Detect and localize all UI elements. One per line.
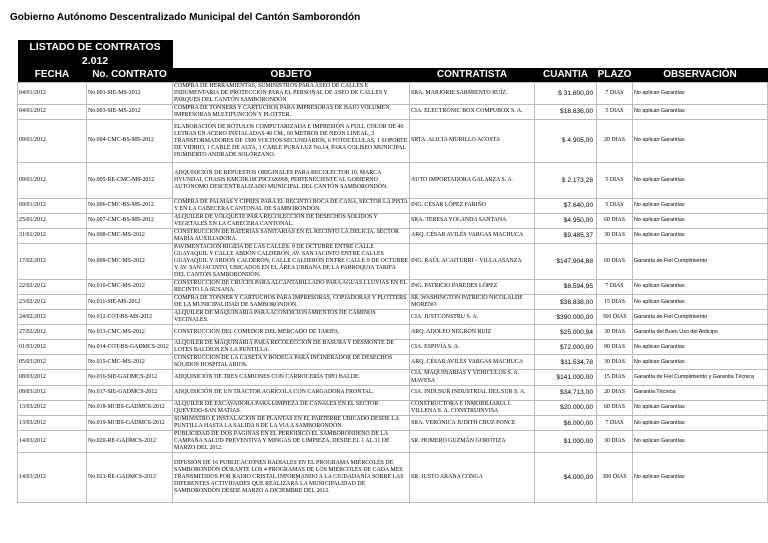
cell-plazo: 30 DIAS — [597, 325, 633, 340]
cell-fecha: 14/03/2012 — [18, 431, 87, 453]
cell-plazo: 60 DIAS — [597, 244, 633, 280]
cell-contratista: SRA. VERÓNICA JUDITH CRUZ PONCE — [410, 416, 535, 431]
cell-cuantia: $25.000,94 — [535, 325, 597, 340]
list-title: LISTADO DE CONTRATOS 2.012 — [18, 40, 173, 68]
cell-cuantia: $141.000,00 — [535, 370, 597, 385]
cell-plazo: 20 DIAS — [597, 120, 633, 163]
cell-objeto: SUMINISTRO E INSTALACIÓN DE PLANTAS EN EL PARTERRE UBICADO DESDE LA PUNTILLA HASTA LA SALIDA 8 DE LA VIA A SAMBORONDÓN. — [173, 416, 410, 431]
cell-plazo: 360 DIAS — [597, 310, 633, 325]
cell-observacion: No aplican Garantías — [633, 83, 768, 105]
cell-fecha: 24/02/2012 — [18, 310, 87, 325]
cell-cuantia: $390.000,00 — [535, 310, 597, 325]
cell-plazo: 30 DIAS — [597, 229, 633, 244]
cell-observacion: No aplican Garantías — [633, 431, 768, 453]
contracts-table — [17, 40, 768, 503]
cell-cuantia: $147.904,88 — [535, 244, 597, 280]
cell-objeto: CONSTRUCCIÓN DE LA CASETA Y BODEGA PARA INCINERADOR DE DESECHOS SÓLIDOS HOSPITALARIOS. — [173, 355, 410, 370]
cell-contratista: SRA. MARJORIE SARMIENTO RUÍZ. — [410, 83, 535, 105]
cell-contrato: No.001-SIE-MS-2012 — [87, 83, 173, 105]
cell-observacion: No aplican Garantías — [633, 355, 768, 370]
table-row — [18, 370, 768, 385]
cell-contratista: ARQ. CÉSAR AVILÉS VARGAS MACHUCA — [410, 229, 535, 244]
cell-fecha: 09/01/2012 — [18, 120, 87, 163]
cell-cuantia: $11.534,78 — [535, 355, 597, 370]
cell-plazo: 7 DIAS — [597, 280, 633, 295]
cell-objeto: CONSTRUCCIÓN DEL COMEDOR DEL MERCADO DE TARIFA. — [173, 325, 410, 340]
cell-objeto: COMPRA DE TONNER Y CARTUCHOS PARA IMPRESORAS, COPIADORAS Y PLOTTERS DE LA MUNICIPALIDAD DE SAMBORONDÓN. — [173, 295, 410, 310]
cell-objeto: CONSTRUCCIÓN DE CRUCES PARA ALCANTARILLADO PARA AGUAS LLUVIAS EN EL RECINTO LA SUSANA. — [173, 280, 410, 295]
cell-observacion: No aplican Garantías — [633, 453, 768, 503]
cell-plazo: 90 DIAS — [597, 340, 633, 355]
cell-cuantia: $18.636,00 — [535, 105, 597, 120]
cell-cuantia: $20.000,00 — [535, 400, 597, 415]
header-contrato: No. CONTRATO — [87, 68, 173, 83]
cell-objeto: ALQUILER DE MAQUINARIA PARA ACONDICIONAMIENTOS DE CAMINOS VECINALES. — [173, 310, 410, 325]
cell-observacion: No aplican Garantías — [633, 105, 768, 120]
cell-observacion: No aplican Garantías — [633, 199, 768, 214]
cell-contrato: No.012-COT-BS-MS-2012 — [87, 310, 173, 325]
cell-contrato: No.017-SIE-GADMCS-2012 — [87, 385, 173, 400]
cell-plazo: 60 DIAS — [597, 214, 633, 229]
cell-cuantia: $ 4.905,00 — [535, 120, 597, 163]
list-title-row — [18, 40, 768, 68]
cell-cuantia: $1.000,00 — [535, 431, 597, 453]
header-fecha: FECHA — [18, 68, 87, 83]
table-row — [18, 83, 768, 105]
cell-objeto: ALQUILER DE EXCAVADORA PARA LIMPIEZA DE CANALES EN EL SECTOR QUEVEDO-SAN MATÍAS. — [173, 400, 410, 415]
cell-plazo: 20 DIAS — [597, 385, 633, 400]
page-title: Gobierno Autónomo Descentralizado Municipal del Cantón Samborondón — [10, 12, 361, 23]
cell-objeto: ADQUISICIÓN DE REPUESTOS ORIGINALES PARA RECOLECTOR 10, MARCA HYUNDAI, CHASIS KMCDK18CP9CO26968, PERTENECIENTE AL GOBIERNO AUTÓNOMO DESCENTRALIZADO MUNICIPAL DEL CANTÓN SAMBORONDÓN. — [173, 163, 410, 199]
cell-contrato: No.010-CMC-MS-2012 — [87, 280, 173, 295]
cell-plazo: 5 DIAS — [597, 199, 633, 214]
cell-objeto: CONSTRUCCIÓN DE BATERÍAS SANITARIAS EN EL RECINTO LA DELICIA, SECTOR MARÍA AUXILIADORA. — [173, 229, 410, 244]
cell-fecha: 14/03/2012 — [18, 453, 87, 503]
cell-contrato: No.011-SIE-MS-2012 — [87, 295, 173, 310]
table-row — [18, 385, 768, 400]
cell-contratista: CONSTRUCTORA E INMOBILIARIA J. VILLENA S. A. CONSTRUINVISA — [410, 400, 535, 415]
cell-contratista: ING. CÉSAR LÓPEZ FARIÑO — [410, 199, 535, 214]
table-row — [18, 105, 768, 120]
cell-objeto: COMPRA DE PALMAS Y CIPRES PARA EL RECINTO BOCA DE CAÑA, SECTOR LA PISTA Y EN LA CABECERA CANTONAL DE SAMBORONDÓN. — [174, 199, 408, 212]
table-row — [18, 310, 768, 325]
cell-plazo: 7 DIAS — [597, 83, 633, 105]
table-row — [18, 431, 768, 453]
table-row — [18, 244, 768, 280]
table-row — [18, 120, 768, 163]
cell-contratista: AUTO IMPORTADORA GALARZA S. A. — [410, 163, 535, 199]
table-row — [18, 400, 768, 415]
cell-fecha: 08/03/2012 — [18, 385, 87, 400]
cell-contrato: No.007-CMC-BS-MS-2012 — [87, 214, 173, 229]
header-plazo: PLAZO — [597, 68, 633, 83]
cell-cuantia: $ 31.600,00 — [535, 83, 597, 105]
cell-contrato: No.021-RE-GADMCS-2012 — [87, 453, 173, 503]
cell-plazo: 5 DIAS — [597, 105, 633, 120]
cell-plazo: 15 DIAS — [597, 370, 633, 385]
cell-contratista: CIA. MAQUINARIAS Y VEHÍCULOS S. A. MAVESA — [410, 370, 535, 385]
cell-contratista: SRA. TERESA YOLANDA SANTANA — [410, 214, 535, 229]
cell-contrato: No.013-CMC-MS-2012 — [87, 325, 173, 340]
cell-objeto: ALQUILER DE VOLQUETE PARA RECOLECCIÓN DE DESECHOS SÓLIDOS Y VEGETALES EN LA CABECERA CANTONAL. — [173, 214, 410, 229]
table-row — [18, 199, 768, 214]
cell-objeto: COMPRA DE TONNERS Y CARTUCHOS PARA IMPRESORAS DE BAJO VOLUMEN, IMPRESORAS MULTIFUNCIÓN Y PLOTTER. — [173, 105, 410, 120]
cell-contrato: No.005-RE-CMC-MS-2012 — [87, 163, 173, 199]
table-row — [18, 163, 768, 199]
cell-contrato: No.019-MCBS-GADMCS-2012 — [87, 416, 173, 431]
cell-plazo: 60 DIAS — [597, 400, 633, 415]
cell-contratista: CIA. JUSTCONSTRU S. A. — [410, 310, 535, 325]
cell-contratista: SR. WASHINGTON PATRICIO NICOLALDE MORENO — [410, 295, 535, 310]
cell-contratista: ARQ. ADOLFO NEGRÓN RUIZ — [410, 325, 535, 340]
cell-contratista: CIA. INDUSUR INDUSTRIAL DEL SUR S. A. — [410, 385, 535, 400]
cell-objeto: PUBLICIDAD DE DOS PÁGINAS EN EL PERIÓDICO EL SAMBORONDEÑO DE LA CAMPAÑA SALUD PREVENTIVA Y MINGAS DE LIMPIEZA, DESDE EL 1 AL 31 DE MARZO DEL 2012. — [173, 431, 410, 453]
cell-plazo: 7 DIAS — [597, 416, 633, 431]
cell-contrato: No.016-SIE-GADMCS-2012 — [87, 370, 173, 385]
cell-plazo: 30 DIAS — [597, 431, 633, 453]
cell-plazo: 300 DIAS — [597, 453, 633, 503]
table-row — [18, 229, 768, 244]
cell-contrato: No.018-MCBS-GADMCS-2012 — [87, 400, 173, 415]
cell-objeto: PAVIMENTACIÓN RÍGIDA DE LAS CALLES: 9 DE OCTUBRE ENTRE CALLE GUAYAQUIL Y CALLE ABDÓN CALDERÓN, AV. SAN JACINTO ENTRE CALLES GUAYAQUIL Y ABDÓN CALDERÓN, CALLE CALDERÓN ENTRE CALLE 9 DE OCTUBRE Y AV. SAN JACINTO, UBICADOS EN EL ÁREA URBANA DE LA PARROQUIA TARIFA DEL CANTÓN SAMBORONDÓN. — [174, 244, 408, 278]
cell-objeto: DIFUSIÓN DE 16 PUBLICACIONES RADIALES EN EL PROGRAMA MIÉRCOLES DE SAMBORONDÓN DURANTE LOS 4 PROGRAMAS DE LOS MIÉRCOLES DE CADA MES TRANSMITIDOS POR RADIO CRISTAL INFORMANDO A LA CIUDADANÍA SOBRE LAS DIFERENTES ACTIVIDADES QUE REALIZARÁ LA MUNICIPALIDAD DE SAMBORONDÓN DESDE MARZO A DICIEMBRE DEL 2012. — [173, 453, 410, 503]
cell-plazo: 15 DIAS — [597, 295, 633, 310]
cell-cuantia: $7.640,00 — [535, 199, 597, 214]
cell-observacion: No aplican Garantías — [633, 400, 768, 415]
cell-fecha: 04/01/2012 — [18, 105, 87, 120]
cell-contratista: SR. JUSTO ARANA CONGA — [410, 453, 535, 503]
cell-contrato: No.015-CMC-MS-2012 — [87, 355, 173, 370]
cell-objeto: ADQUISICIÓN DE TRES CAMIONES CON CARROCERÍA TIPO BALDE. — [173, 370, 410, 385]
cell-objeto: ADQUISICIÓN DE UN TRACTOR AGRÍCOLA CON CARGADORA FRONTAL. — [173, 385, 410, 400]
cell-observacion: No aplican Garantías — [633, 295, 768, 310]
cell-observacion: Garantía Técnica — [633, 385, 768, 400]
cell-objeto: ELABORACIÓN DE RÓTULOS COMPUTARIZADA E IMPRESIÓN A FULL COLOR DE 40 LETRAS EN ACERO INSTALADAS 40 CM., 60 METROS DE NEÓN LINEAL, 3 TRANSFORMADORES DE 1500 VOLTIOS SECUNDARIOS, 6 FOTOCÉLULAS, 1 SOPORTE DE VIDRIO, 1 CABLE DE ALTA, 1 CABLE PURA LUZ No.14, PARA COLISEO MUNICIPAL HUMBERTO ANDRADE SOLÓRZANO. — [173, 120, 410, 163]
table-row — [18, 295, 768, 310]
table-row — [18, 340, 768, 355]
header-row — [18, 68, 768, 83]
cell-contrato: No.014-COT-BS-GADMCS-2012 — [87, 340, 173, 355]
cell-fecha: 13/03/2012 — [18, 400, 87, 415]
cell-observacion: No aplican Garantías — [633, 214, 768, 229]
cell-cuantia: $72.000,00 — [535, 340, 597, 355]
cell-fecha: 13/03/2012 — [18, 416, 87, 431]
cell-observacion: Garantía de Fiel Cumplimiento y Garantía Técnica — [633, 370, 768, 385]
cell-cuantia: $38.838,00 — [535, 295, 597, 310]
cell-observacion: No aplican Garantías — [633, 416, 768, 431]
table-row — [18, 355, 768, 370]
cell-contratista: SR. HOMERO GUZMÁN GOROTIZA — [410, 431, 535, 453]
cell-contratista: CIA. ESPIVÍA S. A. — [410, 340, 535, 355]
table-row — [18, 416, 768, 431]
header-cuantia: CUANTIA — [535, 68, 597, 83]
table-row — [18, 280, 768, 295]
cell-observacion: No aplican Garantías — [633, 229, 768, 244]
cell-observacion: No aplican Garantías — [633, 120, 768, 163]
cell-fecha: 31/01/2012 — [18, 229, 87, 244]
table-row — [18, 214, 768, 229]
header-observacion: OBSERVACIÓN — [633, 68, 768, 83]
cell-cuantia: $8.594,95 — [535, 280, 597, 295]
cell-fecha: 08/03/2012 — [18, 370, 87, 385]
cell-contrato: No.006-CMC-BS-MS-2012 — [87, 199, 173, 214]
cell-contrato: No.009-CMC-MS-2012 — [87, 244, 173, 280]
cell-fecha: 22/02/2012 — [18, 280, 87, 295]
cell-fecha: 27/02/2012 — [18, 325, 87, 340]
table-row — [18, 325, 768, 340]
cell-contratista: ING. RAÚL ACAITURRI – VILLA ASANZA — [410, 244, 535, 280]
cell-contratista: ARQ. CÉSAR AVILÉS VARGAS MACHUCA — [410, 355, 535, 370]
cell-contrato: No.004-CMC-BS-MS-2012 — [87, 120, 173, 163]
cell-fecha: 17/02/2012 — [18, 244, 87, 280]
cell-observacion: No aplican Garantías — [633, 163, 768, 199]
cell-objeto: ALQUILER DE MAQUINARIA PARA RECOLECCIÓN DE BASURA Y DESMONTE DE LOTES BALDÍOS EN LA PUNTILLA. — [173, 340, 410, 355]
cell-observacion: Garantía de Fiel Cumplimiento — [633, 244, 768, 280]
cell-plazo: 5 DIAS — [597, 163, 633, 199]
cell-observacion: No aplican Garantías — [633, 340, 768, 355]
cell-contratista: SRTA. ALICIA MURILLO ACOSTA — [410, 120, 535, 163]
cell-fecha: 04/01/2012 — [18, 83, 87, 105]
cell-contrato: No.020-RE-GADMCS-2012 — [87, 431, 173, 453]
cell-contratista: ING. PATRICIO PAREDES LÓPEZ — [410, 280, 535, 295]
cell-cuantia: $6.000,00 — [535, 416, 597, 431]
cell-fecha: 09/01/2012 — [18, 163, 87, 199]
cell-cuantia: $9.485,37 — [535, 229, 597, 244]
cell-contratista: CIA. ELECTRÓNIC BOX COMPUBOX S. A. — [410, 105, 535, 120]
cell-observacion: No aplican Garantías — [633, 280, 768, 295]
cell-fecha: 09/01/2012 — [18, 199, 87, 214]
cell-contrato: No.003-SIE-MS-2012 — [87, 105, 173, 120]
cell-objeto: COMPRA DE HERRAMIENTAS, SUMINISTROS PARA ASEO DE CALLES E INDUMENTARIA DE PROTECCIÓN PARA EL PERSONAL DE ASEO DE CALLES Y PARQUES DEL CANTÓN SAMBORONDÓN — [173, 83, 410, 105]
header-objeto: OBJETO — [173, 68, 410, 83]
header-contratista: CONTRATISTA — [410, 68, 535, 83]
table-row — [18, 453, 768, 503]
cell-observacion: Garantía del Buen Uso del Anticipo — [633, 325, 768, 340]
cell-fecha: 23/02/2012 — [18, 295, 87, 310]
cell-cuantia: $4.950,00 — [535, 214, 597, 229]
cell-cuantia: $4.000,00 — [535, 453, 597, 503]
cell-fecha: 01/03/2012 — [18, 340, 87, 355]
cell-cuantia: $34.713,00 — [535, 385, 597, 400]
cell-fecha: 05/03/2012 — [18, 355, 87, 370]
cell-cuantia: $ 2.173,28 — [535, 163, 597, 199]
cell-fecha: 25/01/2012 — [18, 214, 87, 229]
cell-observacion: Garantía de Fiel Cumplimiento — [633, 310, 768, 325]
cell-contrato: No.008-CMC-MS-2012 — [87, 229, 173, 244]
cell-plazo: 30 DIAS — [597, 355, 633, 370]
